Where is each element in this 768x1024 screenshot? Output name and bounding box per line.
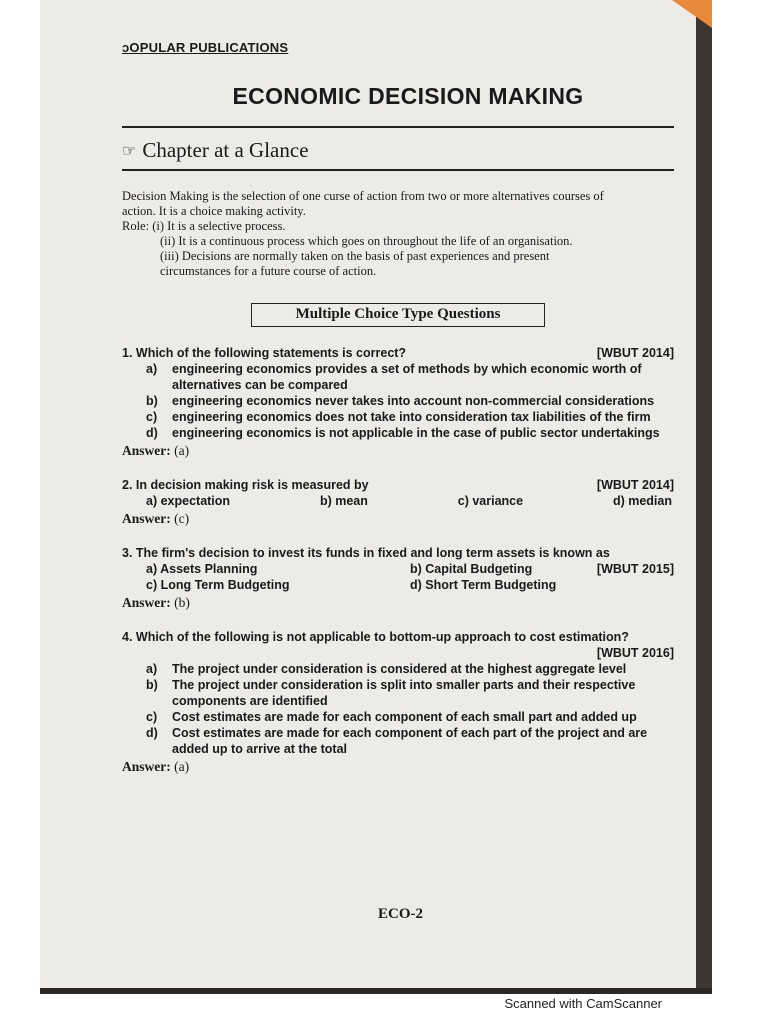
- page-content: [122, 40, 674, 775]
- scanner-watermark: Scanned with CamScanner: [504, 996, 662, 1011]
- question-3: [122, 545, 674, 611]
- book-spine-shadow: [696, 0, 712, 992]
- definition-line-1: Decision Making is the selection of one curse of action from two or more alternatives courses of: [122, 189, 604, 203]
- glance-bottom-rule: [122, 169, 674, 171]
- question-2-text: 2. In decision making risk is measured by: [122, 478, 369, 492]
- pointing-hand-icon: ☞: [122, 142, 137, 160]
- option-text: engineering economics does not take into consideration tax liabilities of the firm: [172, 410, 651, 424]
- page-bottom-edge: [40, 988, 712, 994]
- option-text: Cost estimates are made for each component of each part of the project and are added up to arrive at the total: [172, 726, 648, 756]
- question-3-option-b-row: [410, 561, 674, 577]
- chapter-title: ECONOMIC DECISION MAKING: [232, 83, 584, 109]
- question-2-answer: [122, 511, 674, 527]
- answer-value: (a): [174, 443, 190, 458]
- question-1-option-b: [122, 393, 674, 409]
- page-number: ECO-2: [378, 906, 423, 922]
- option-label: b): [146, 394, 158, 408]
- answer-label: Answer:: [122, 511, 171, 526]
- question-4-option-c: [122, 709, 674, 725]
- question-4-text: 4. Which of the following is not applicable to bottom-up approach to cost estimation?: [122, 630, 629, 644]
- role-point-iii-line-1: (iii) Decisions are normally taken on the basis of past experiences and present: [160, 249, 550, 263]
- question-1: [122, 345, 674, 459]
- publisher-name: ɔOPULAR PUBLICATIONS: [122, 40, 289, 55]
- question-2-option-d: d) median: [612, 494, 672, 508]
- question-1-answer: [122, 443, 674, 459]
- question-1-option-a: [122, 361, 674, 393]
- answer-value: (b): [174, 595, 190, 610]
- role-point-iii-line-2: circumstances for a future course of action.: [160, 264, 377, 278]
- question-3-option-c: c) Long Term Budgeting: [146, 578, 290, 592]
- question-3-text: 3. The firm's decision to invest its funds in fixed and long term assets is known as: [122, 546, 610, 560]
- question-4-option-d: [122, 725, 674, 757]
- option-text: engineering economics is not applicable in the case of public sector undertakings: [172, 426, 660, 440]
- answer-label: Answer:: [122, 443, 171, 458]
- question-3-options: [122, 561, 674, 593]
- role-label: Role:: [122, 219, 150, 233]
- answer-value: (c): [174, 511, 190, 526]
- option-label: d): [146, 726, 158, 740]
- role-point-i: (i) It is a selective process.: [152, 219, 286, 233]
- option-text: Cost estimates are made for each component of each small part and added up: [172, 710, 637, 724]
- section-title-box: Multiple Choice Type Questions: [251, 303, 545, 327]
- question-4-option-a: [122, 661, 674, 677]
- question-1-text: 1. Which of the following statements is correct?: [122, 346, 407, 360]
- option-label: a): [146, 362, 158, 376]
- option-label: d): [146, 426, 158, 440]
- question-3-option-d: d) Short Term Budgeting: [410, 578, 557, 592]
- role-point-ii: (ii) It is a continuous process which goes on throughout the life of an organisation.: [160, 234, 573, 248]
- question-1-option-c: [122, 409, 674, 425]
- question-3-option-b: b) Capital Budgeting: [410, 562, 533, 576]
- question-1-header: [122, 345, 674, 361]
- question-2: [122, 477, 674, 527]
- option-text: The project under consideration is considered at the highest aggregate level: [172, 662, 627, 676]
- glance-heading-text: Chapter at a Glance: [142, 138, 309, 162]
- glance-top-rule: [122, 126, 674, 128]
- chapter-at-a-glance-heading: [122, 138, 674, 163]
- question-2-options: [122, 493, 674, 509]
- question-2-header: [122, 477, 674, 493]
- question-4: [122, 629, 674, 775]
- option-text: engineering economics never takes into account non-commercial considerations: [172, 394, 655, 408]
- question-2-option-a: a) expectation: [146, 494, 231, 508]
- role-line-1: [122, 219, 674, 234]
- question-3-answer: [122, 595, 674, 611]
- option-label: a): [146, 662, 158, 676]
- option-text: engineering economics provides a set of methods by which economic worth of alternatives can be compared: [172, 362, 642, 392]
- question-1-exam-tag: [WBUT 2014]: [596, 346, 674, 360]
- chapter-intro: [122, 189, 674, 279]
- question-2-option-b: b) mean: [319, 494, 368, 508]
- answer-value: (a): [174, 759, 190, 774]
- option-label: c): [146, 410, 158, 424]
- option-label: b): [146, 678, 158, 692]
- answer-label: Answer:: [122, 595, 171, 610]
- question-4-exam-tag-row: [122, 645, 674, 661]
- option-text: The project under consideration is split into smaller parts and their respective components are identified: [172, 678, 636, 708]
- question-1-option-d: [122, 425, 674, 441]
- question-4-exam-tag: [WBUT 2016]: [596, 646, 674, 660]
- question-2-option-c: c) variance: [457, 494, 524, 508]
- definition-line-2: action. It is a choice making activity.: [122, 204, 306, 218]
- question-3-exam-tag: [WBUT 2015]: [596, 562, 674, 576]
- question-4-option-b: [122, 677, 674, 709]
- question-4-answer: [122, 759, 674, 775]
- question-3-option-a: a) Assets Planning: [146, 562, 258, 576]
- option-label: c): [146, 710, 158, 724]
- answer-label: Answer:: [122, 759, 171, 774]
- question-2-exam-tag: [WBUT 2014]: [596, 478, 674, 492]
